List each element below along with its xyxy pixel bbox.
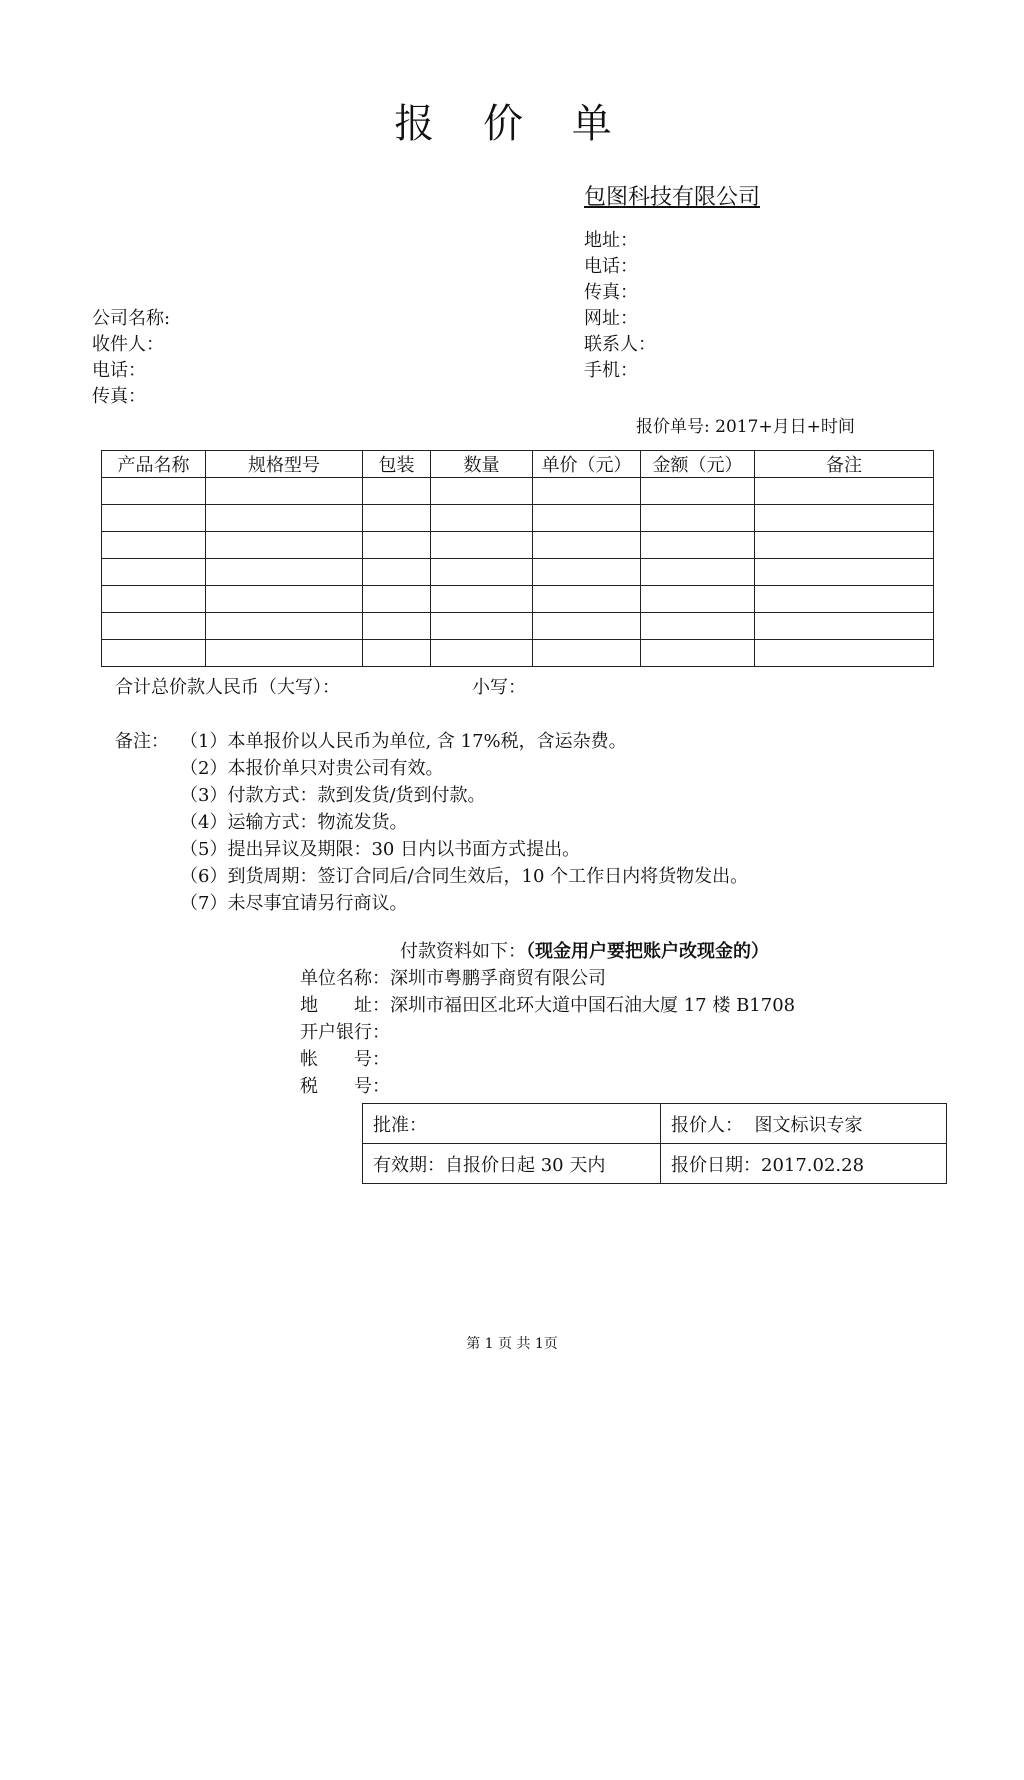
table-cell [102,640,206,667]
total-lowercase-label: 小写： [472,677,526,698]
table-cell [102,586,206,613]
table-cell [641,640,755,667]
payment-unit-value: 深圳市粤鹏孚商贸有限公司 [390,968,606,989]
table-cell [641,532,755,559]
payment-title-bold: （现金用户要把账户改现金的） [526,941,769,962]
table-cell [755,613,934,640]
table-header-row [102,451,934,478]
table-cell [641,478,755,505]
note-item: （5）提出异议及期限：30 日内以书面方式提出。 [180,839,581,860]
note-item: （6）到货周期：签订合同后/合同生效后，10 个工作日内将货物发出。 [180,866,749,887]
payment-tax-label: 税 号： [300,1076,390,1097]
supplier-contact-label: 联系人： [584,334,656,355]
table-cell [206,478,363,505]
table-cell [363,586,431,613]
note-item: （2）本报价单只对贵公司有效。 [180,758,444,779]
table-cell [641,586,755,613]
column-header: 备注 [755,451,934,478]
column-header: 金额（元） [641,451,755,478]
payment-address-label: 地 址： [300,995,390,1016]
table-cell [102,613,206,640]
quoter-value: 图文标识专家 [754,1114,863,1136]
table-cell [641,613,755,640]
payment-account-label: 帐 号： [300,1049,390,1070]
table-cell [363,478,431,505]
table-cell [755,640,934,667]
table-cell [206,505,363,532]
table-cell [431,559,533,586]
table-row [102,532,934,559]
table-cell [363,640,431,667]
payment-bank-label: 开户银行： [300,1022,390,1043]
client-phone-label: 电话： [92,360,146,381]
approve-cell: 批准： [363,1104,661,1144]
table-cell [533,505,641,532]
note-item: （4）运输方式：物流发货。 [180,812,408,833]
quote-date-cell: 报价日期：2017.02.28 [661,1144,947,1184]
table-row [363,1104,947,1144]
table-cell [533,559,641,586]
client-fax-label: 传真： [92,386,146,407]
table-cell [102,478,206,505]
quoter-label: 报价人： [671,1114,743,1136]
approval-table [362,1103,947,1184]
client-company-label: 公司名称: [92,308,171,329]
column-header: 包装 [363,451,431,478]
supplier-website-label: 网址： [584,308,638,329]
table-row [102,478,934,505]
table-cell [755,586,934,613]
page-footer: 第 1 页 共 1页 [466,1336,558,1352]
table-row [102,613,934,640]
table-cell [206,613,363,640]
column-header: 产品名称 [102,451,206,478]
table-cell [431,505,533,532]
table-cell [755,505,934,532]
table-cell [206,586,363,613]
total-uppercase-label: 合计总价款人民币（大写）： [115,677,340,698]
payment-info-title [400,937,769,963]
table-cell [533,532,641,559]
table-cell [431,478,533,505]
table-cell [755,532,934,559]
table-row [102,505,934,532]
table-cell [206,559,363,586]
table-cell [431,640,533,667]
column-header: 数量 [431,451,533,478]
table-cell [102,505,206,532]
supplier-mobile-label: 手机： [584,360,638,381]
table-cell [533,613,641,640]
supplier-company-name: 包图科技有限公司 [584,185,761,210]
payment-unit-row [300,964,606,990]
table-cell [641,505,755,532]
notes-label: 备注： [115,731,169,752]
table-cell [431,532,533,559]
table-cell [641,559,755,586]
supplier-address-label: 地址： [584,230,638,251]
table-cell [755,559,934,586]
document-title: 报 价 单 [394,101,630,147]
payment-unit-label: 单位名称： [300,968,390,989]
note-item: （1）本单报价以人民币为单位, 含 17%税，含运杂费。 [180,731,627,752]
supplier-fax-label: 传真： [584,282,638,303]
table-cell [363,613,431,640]
table-cell [363,505,431,532]
table-row [102,559,934,586]
validity-cell: 有效期：自报价日起 30 天内 [363,1144,661,1184]
payment-address-row [300,991,795,1017]
client-recipient-label: 收件人： [92,334,164,355]
supplier-phone-label: 电话： [584,256,638,277]
table-cell [431,586,533,613]
table-cell [363,532,431,559]
table-cell [363,559,431,586]
table-cell [102,532,206,559]
column-header: 规格型号 [206,451,363,478]
payment-address-value: 深圳市福田区北环大道中国石油大厦 17 楼 B1708 [390,995,796,1016]
table-cell [102,559,206,586]
table-cell [533,586,641,613]
column-header: 单价（元） [533,451,641,478]
quoter-cell [661,1104,947,1144]
quote-items-table [101,450,934,667]
table-cell [431,613,533,640]
payment-title-text: 付款资料如下： [400,941,526,962]
table-cell [755,478,934,505]
table-cell [206,640,363,667]
table-row [363,1144,947,1184]
note-item: （7）未尽事宜请另行商议。 [180,893,408,914]
quote-number: 报价单号: 2017+月日+时间 [636,417,855,437]
table-cell [533,640,641,667]
note-item: （3）付款方式：款到发货/货到付款。 [180,785,486,806]
table-cell [206,532,363,559]
table-row [102,640,934,667]
table-cell [533,478,641,505]
table-row [102,586,934,613]
